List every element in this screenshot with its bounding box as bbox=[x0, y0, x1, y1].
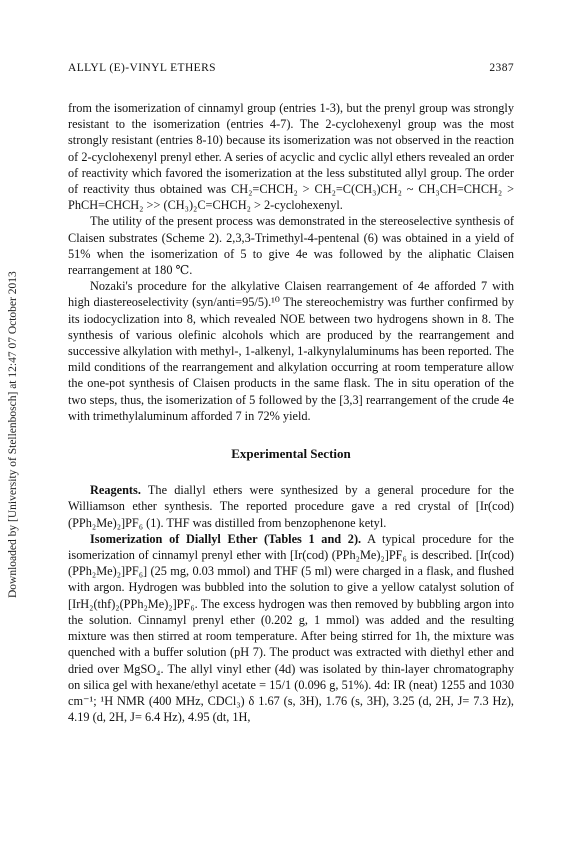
running-header bbox=[68, 62, 514, 74]
section-title: Experimental Section bbox=[231, 446, 351, 462]
isomerization-heading: Isomerization of Diallyl Ether (Tables 1 and 2). bbox=[90, 531, 362, 546]
isomerization-text: A typical procedure for the isomerization of cinnamyl prenyl ether with [Ir(cod) (PPh₂Me)₂]PF₆ is described. [Ir(cod) (PPh₂Me)₂]PF₆] (25 mg, 0.03 mmol) and THF (5 ml) were charged in a flask, and flushed with argon. Hydrogen was bubbled into the solution to give a yellow catalyst solution of [IrH₂(thf)₂(PPh₂Me)₂]PF₆. The excess hydrogen was then removed by bubbling argon into the solution. Cinnamyl prenyl ether (0.202 g, 1 mmol) was added and the resulting mixture was then stirred at room temperature. After being stirred for 1h, the mixture was quenched with a buffer solution (pH 7). The product was extracted with diethyl ether and dried over MgSO₄. The allyl vinyl ether (4d) was isolated by thin-layer chromatography on silica gel with hexane/ethyl acetate = 15/1 (0.096 g, 51%). 4d: IR (neat) 1255 and 1030 cm⁻¹; ¹H NMR (400 MHz, CDCl₃) δ 1.67 (s, 3H), 1.76 (s, 3H), 3.25 (d, 2H, J= 7.3 Hz), 4.19 (d, 2H, J= 6.4 Hz), 4.95 (dt, 1H, bbox=[68, 531, 514, 725]
paragraph-reagents bbox=[68, 482, 514, 531]
reagents-text: The diallyl ethers were synthesized by a general procedure for the Williamson ether synthesis. The reported procedure gave a red crystal of [Ir(cod)(PPh₂Me)₂]PF₆ (1). THF was distilled from benzophenone ketyl. bbox=[68, 483, 514, 530]
paragraph-reactivity-order: from the isomerization of cinnamyl group (entries 1-3), but the prenyl group was strongly resistant to the isomerization (entries 4-7). The 2-cyclohexenyl group was the most strongly resistant (entries 8-10) because its isomerization was not observed in the reaction of 2-cyclohexenyl prenyl ether. A series of acyclic and cyclic allyl ethers revealed an order of reactivity which favored the isomerization at the less substituted allyl group. The order of reactivity thus obtained was CH₂=CHCH₂ > CH₂=C(CH₃)CH₂ ~ CH₃CH=CHCH₂ > PhCH=CHCH₂ >> (CH₃)₂C=CHCH₂ > 2-cyclohexenyl. bbox=[68, 101, 514, 213]
paragraph-alkylative-rearrangement: Nozaki's procedure for the alkylative Claisen rearrangement of 4e afforded 7 with high diastereoselectivity (syn/anti=95/5).¹⁰ The stereochemistry was further confirmed by its iodocyclization into 8, which revealed NOE between two hydrogens shown in 8. The synthesis of various olefinic alcohols which are produced by the rearrangement and successive alkylation with methyl-, 1-alkenyl, 1-alkynylaluminums has been reported. The mild conditions of the rearrangement and alkylation occurring at room temperature allow the one-pot synthesis of Claisen products in the same flask. The in situ operation of the two steps, thus, the isomerization of 5 followed by the [3,3] rearrangement of the crude 4e with trimethylaluminum afforded 7 in 72% yield. bbox=[68, 279, 514, 423]
paragraph-claisen-substrates: The utility of the present process was demonstrated in the stereoselective synthesis of Claisen substrates (Scheme 2). 2,3,3-Trimethyl-4-pentenal (6) was obtained in a yield of 51% when the isomerization of 5 to give 4e was followed by the aliphatic Claisen rearrangement at 180 ℃. bbox=[68, 214, 514, 278]
reagents-heading: Reagents. bbox=[90, 483, 141, 498]
running-title: ALLYL (E)-VINYL ETHERS bbox=[68, 62, 216, 74]
download-watermark: Downloaded by [University of Stellenbosch] at 12:47 07 October 2013 bbox=[7, 271, 19, 599]
paragraph-isomerization bbox=[68, 531, 514, 725]
page-body bbox=[68, 100, 514, 725]
page-number: 2387 bbox=[489, 62, 514, 74]
